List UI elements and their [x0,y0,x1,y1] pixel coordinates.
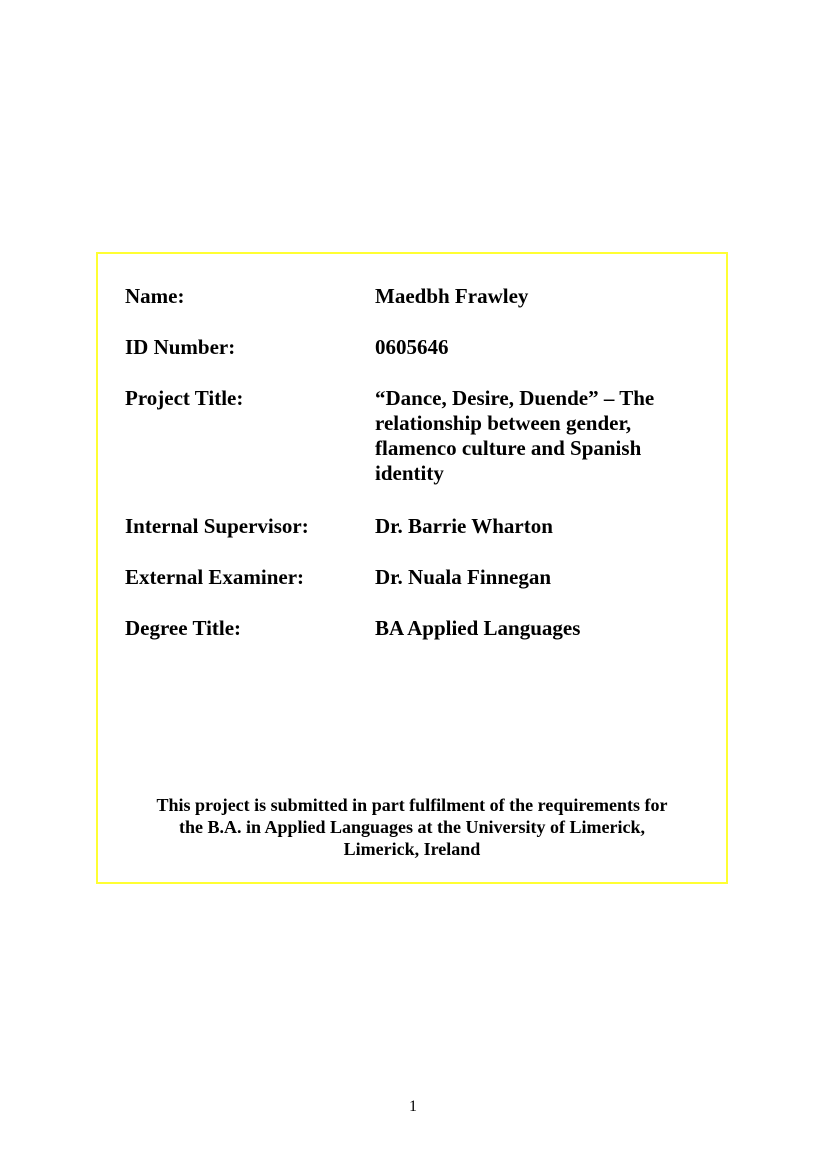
field-label: External Examiner: [125,565,305,589]
external-examiner: Dr. Nuala Finnegan [375,565,552,589]
field-label: ID Number: [125,335,236,359]
internal-supervisor: Dr. Barrie Wharton [375,514,553,538]
field-label: Internal Supervisor: [125,514,309,538]
project-title-line: identity [375,461,444,485]
submission-statement [118,794,706,860]
student-name: Maedbh Frawley [375,284,529,308]
project-title-line: “Dance, Desire, Duende” – The [375,386,655,410]
submission-line: Limerick, Ireland [343,839,481,859]
field-label: Name: [125,284,185,308]
field-label: Project Title: [125,386,244,410]
project-title-line: flamenco culture and Spanish [375,436,642,460]
submission-line: This project is submitted in part fulfilment of the requirements for [156,795,668,815]
project-title [375,386,695,486]
degree-title: BA Applied Languages [375,616,581,640]
id-number: 0605646 [375,335,449,359]
page-number: 1 [409,1098,417,1115]
project-title-line: relationship between gender, [375,411,632,435]
field-label: Degree Title: [125,616,242,640]
title-page-frame [96,252,728,884]
submission-line: the B.A. in Applied Languages at the University of Limerick, [178,817,645,837]
